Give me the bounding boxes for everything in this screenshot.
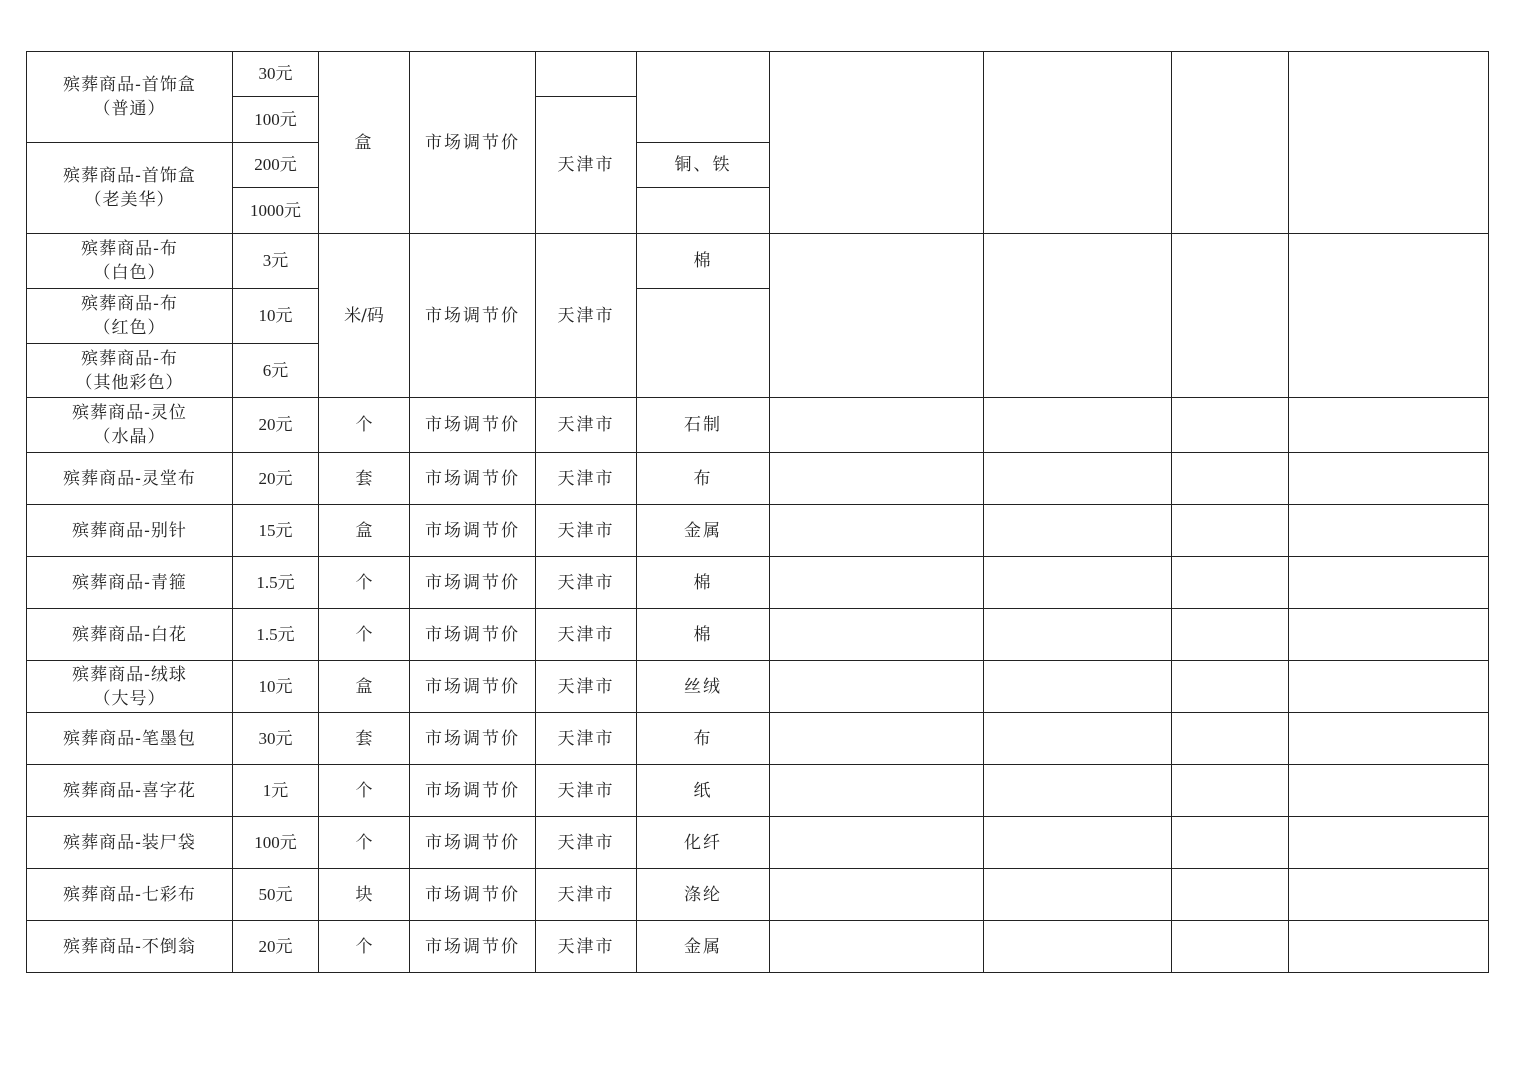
blank-cell [1289, 453, 1489, 505]
blank-cell [984, 453, 1172, 505]
item-pricing-method: 市场调节价 [410, 453, 536, 505]
item-unit: 套 [319, 713, 410, 765]
item-price: 100元 [233, 97, 319, 143]
item-material: 布 [637, 713, 770, 765]
item-material: 化纤 [637, 817, 770, 869]
blank-cell [1289, 765, 1489, 817]
item-name: 殡葬商品-别针 [27, 505, 233, 557]
item-pricing-method: 市场调节价 [410, 713, 536, 765]
blank-cell [984, 817, 1172, 869]
item-region: 天津市 [536, 869, 637, 921]
blank-cell [1289, 557, 1489, 609]
blank-cell [1172, 609, 1289, 661]
item-region: 天津市 [536, 609, 637, 661]
item-pricing-method: 市场调节价 [410, 505, 536, 557]
blank-cell [1289, 505, 1489, 557]
item-price: 10元 [233, 661, 319, 713]
blank-cell [1172, 765, 1289, 817]
item-unit: 个 [319, 609, 410, 661]
item-name: 殡葬商品-不倒翁 [27, 921, 233, 973]
blank-cell [1289, 398, 1489, 453]
blank-cell [770, 234, 984, 398]
item-pricing-method: 市场调节价 [410, 557, 536, 609]
blank-cell [984, 765, 1172, 817]
blank-cell [1172, 817, 1289, 869]
item-price: 1.5元 [233, 609, 319, 661]
item-region: 天津市 [536, 765, 637, 817]
item-unit: 盒 [319, 52, 410, 234]
table-row [27, 661, 1489, 713]
blank-cell [770, 869, 984, 921]
blank-cell [984, 557, 1172, 609]
item-price: 30元 [233, 713, 319, 765]
item-region: 天津市 [536, 234, 637, 398]
item-material: 棉 [637, 557, 770, 609]
item-price: 20元 [233, 453, 319, 505]
blank-cell [1289, 52, 1489, 234]
table-row [27, 869, 1489, 921]
table-row [27, 398, 1489, 453]
item-region: 天津市 [536, 557, 637, 609]
blank-cell [770, 52, 984, 234]
blank-cell [1172, 234, 1289, 398]
item-region: 天津市 [536, 505, 637, 557]
blank-cell [984, 609, 1172, 661]
item-region: 天津市 [536, 713, 637, 765]
item-unit: 盒 [319, 661, 410, 713]
item-name: 殡葬商品-布 （白色） [27, 234, 233, 289]
table-row [27, 453, 1489, 505]
blank-cell [1289, 234, 1489, 398]
item-unit: 个 [319, 398, 410, 453]
item-unit: 个 [319, 557, 410, 609]
blank-cell [1289, 713, 1489, 765]
blank-cell [1289, 661, 1489, 713]
blank-cell [1289, 869, 1489, 921]
item-region: 天津市 [536, 661, 637, 713]
blank-cell [1289, 609, 1489, 661]
item-material: 棉 [637, 234, 770, 289]
item-name: 殡葬商品-布 （红色） [27, 289, 233, 344]
item-price: 15元 [233, 505, 319, 557]
table-row [27, 52, 1489, 97]
blank-cell [984, 661, 1172, 713]
item-price: 3元 [233, 234, 319, 289]
blank-cell [984, 52, 1172, 234]
item-material: 纸 [637, 765, 770, 817]
item-pricing-method: 市场调节价 [410, 817, 536, 869]
blank-cell [770, 921, 984, 973]
item-price: 6元 [233, 344, 319, 398]
item-name: 殡葬商品-首饰盒 （普通） [27, 52, 233, 143]
item-material: 金属 [637, 921, 770, 973]
blank-cell [770, 661, 984, 713]
item-price: 1000元 [233, 188, 319, 234]
blank-cell [770, 765, 984, 817]
blank-cell [1172, 557, 1289, 609]
blank-cell [1172, 453, 1289, 505]
table-row [27, 921, 1489, 973]
item-name: 殡葬商品-七彩布 [27, 869, 233, 921]
table-row [27, 765, 1489, 817]
table-row [27, 557, 1489, 609]
item-unit: 套 [319, 453, 410, 505]
item-pricing-method: 市场调节价 [410, 609, 536, 661]
blank-cell [770, 557, 984, 609]
blank-cell [1172, 52, 1289, 234]
item-price: 50元 [233, 869, 319, 921]
blank-cell [1172, 398, 1289, 453]
item-pricing-method: 市场调节价 [410, 921, 536, 973]
blank-cell [984, 921, 1172, 973]
item-material-empty [637, 188, 770, 234]
item-region: 天津市 [536, 921, 637, 973]
item-region: 天津市 [536, 453, 637, 505]
item-name: 殡葬商品-白花 [27, 609, 233, 661]
blank-cell [984, 398, 1172, 453]
item-material: 丝绒 [637, 661, 770, 713]
blank-cell [770, 609, 984, 661]
item-name: 殡葬商品-装尸袋 [27, 817, 233, 869]
item-price: 20元 [233, 921, 319, 973]
blank-cell [1289, 921, 1489, 973]
blank-cell [1172, 661, 1289, 713]
blank-cell [1172, 713, 1289, 765]
item-region: 天津市 [536, 97, 637, 234]
item-pricing-method: 市场调节价 [410, 765, 536, 817]
blank-cell [770, 817, 984, 869]
item-pricing-method: 市场调节价 [410, 234, 536, 398]
item-price: 1元 [233, 765, 319, 817]
blank-cell [770, 505, 984, 557]
item-unit: 米/码 [319, 234, 410, 398]
item-material: 金属 [637, 505, 770, 557]
item-name: 殡葬商品-灵堂布 [27, 453, 233, 505]
item-region: 天津市 [536, 817, 637, 869]
item-name: 殡葬商品-灵位 （水晶） [27, 398, 233, 453]
table-row [27, 817, 1489, 869]
item-name: 殡葬商品-笔墨包 [27, 713, 233, 765]
item-material: 铜、铁 [637, 143, 770, 188]
item-material: 涤纶 [637, 869, 770, 921]
item-price: 200元 [233, 143, 319, 188]
table-row [27, 713, 1489, 765]
blank-cell [1172, 869, 1289, 921]
item-name: 殡葬商品-首饰盒 （老美华） [27, 143, 233, 234]
item-name: 殡葬商品-喜字花 [27, 765, 233, 817]
blank-cell [1289, 817, 1489, 869]
item-price: 30元 [233, 52, 319, 97]
price-table [26, 51, 1489, 973]
item-pricing-method: 市场调节价 [410, 869, 536, 921]
item-name: 殡葬商品-绒球 （大号） [27, 661, 233, 713]
item-unit: 个 [319, 921, 410, 973]
item-unit: 盒 [319, 505, 410, 557]
item-material: 石制 [637, 398, 770, 453]
table-row [27, 505, 1489, 557]
item-pricing-method: 市场调节价 [410, 52, 536, 234]
item-price: 10元 [233, 289, 319, 344]
item-material: 棉 [637, 609, 770, 661]
item-material-empty [637, 52, 770, 143]
blank-cell [1172, 505, 1289, 557]
item-unit: 个 [319, 817, 410, 869]
blank-cell [1172, 921, 1289, 973]
item-price: 20元 [233, 398, 319, 453]
item-price: 1.5元 [233, 557, 319, 609]
blank-cell [984, 234, 1172, 398]
blank-cell [984, 869, 1172, 921]
blank-cell [770, 453, 984, 505]
item-name: 殡葬商品-布 （其他彩色） [27, 344, 233, 398]
blank-cell [984, 505, 1172, 557]
item-region: 天津市 [536, 398, 637, 453]
blank-cell [770, 713, 984, 765]
item-material-empty [637, 289, 770, 398]
table-row [27, 609, 1489, 661]
blank-cell [770, 398, 984, 453]
item-pricing-method: 市场调节价 [410, 398, 536, 453]
item-pricing-method: 市场调节价 [410, 661, 536, 713]
item-price: 100元 [233, 817, 319, 869]
item-unit: 块 [319, 869, 410, 921]
blank-cell [984, 713, 1172, 765]
item-region-empty [536, 52, 637, 97]
item-material: 布 [637, 453, 770, 505]
item-name: 殡葬商品-青箍 [27, 557, 233, 609]
table-row [27, 234, 1489, 289]
item-unit: 个 [319, 765, 410, 817]
